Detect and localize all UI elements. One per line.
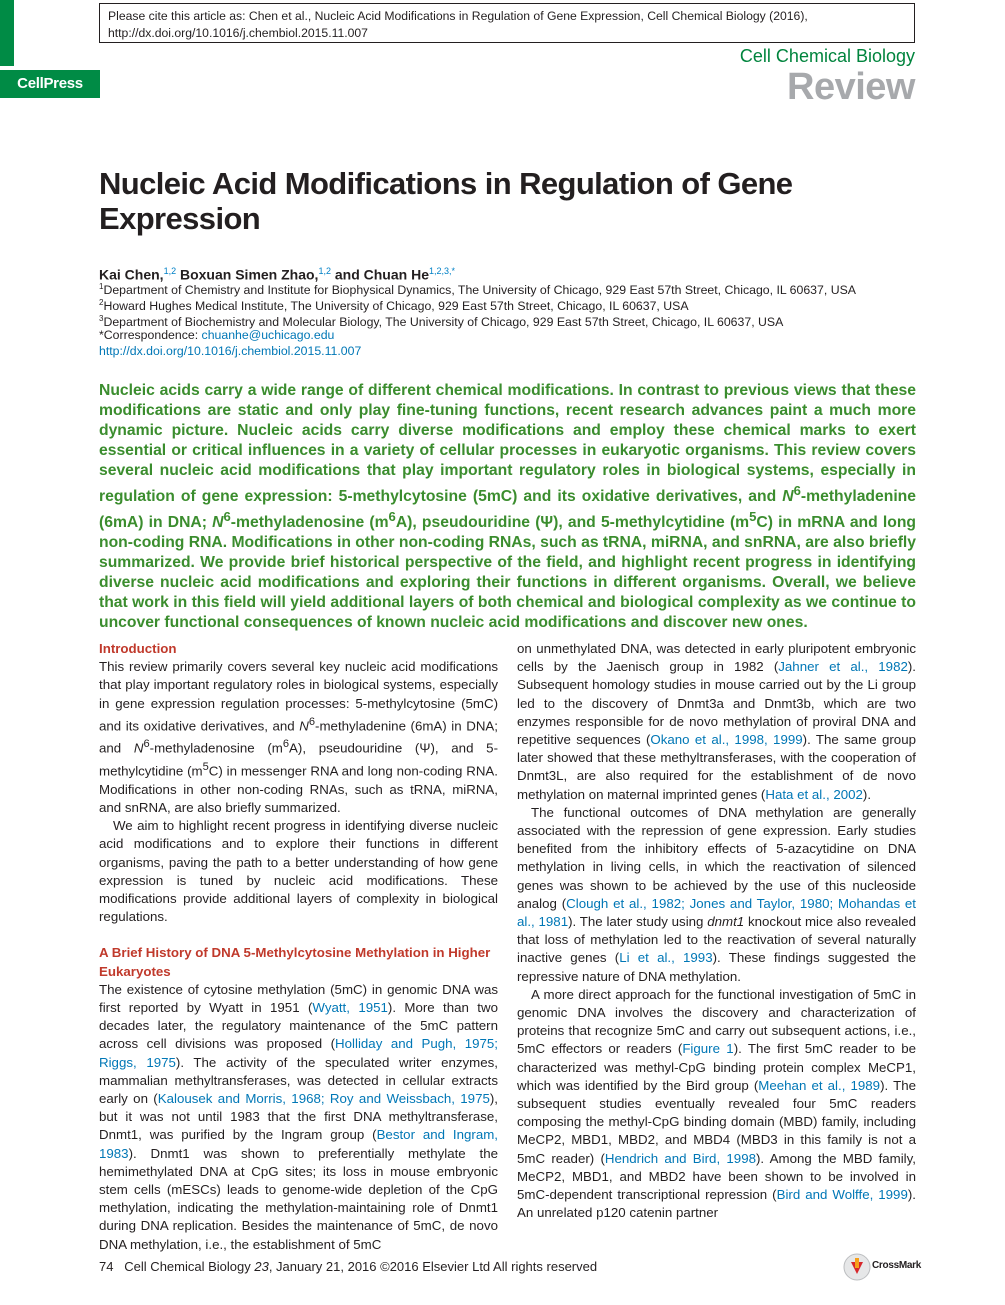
reference-link[interactable]: Hata et al., 2002 [765, 786, 863, 802]
publisher-color-bar [0, 0, 14, 66]
crossmark-icon [842, 1252, 872, 1282]
body-paragraph: This review primarily covers several key nucleic acid modifications that play important regulatory roles in biological systems, especially in gene expression regulation processes: 5-methylcytosine (5mC) and its oxidative derivatives, and $N^6$-methyladenine (6mA) in DNA; and $N^6$-methyladenosine $(m^6A)$, pseudouridine (Ψ), and 5-methylcytidine $(m^5C)$ in messenger RNA and long non-coding RNA. Modifications in other non-coding RNAs, such as tRNA, miRNA, and snRNA, are also briefly summarized. [99, 659, 498, 815]
reference-link[interactable]: Hendrich and Bird, 1998 [604, 1150, 756, 1166]
correspondence [99, 327, 334, 343]
reference-link[interactable]: Holliday and Pugh, 1975; Riggs, 1975 [99, 1036, 498, 1070]
reference-link[interactable]: Figure 1 [682, 1041, 734, 1057]
affiliation-1: $^1$Department of Chemistry and Institute for Biophysical Dynamics, The University of Chicago, 929 East 57th Street, Chicago, IL 60637, USA [99, 282, 856, 298]
reference-link[interactable]: Clough et al., 1982; Jones and Taylor, 1980; Mohandas et al., 1981 [517, 895, 916, 930]
cellpress-logo: CellPress [0, 70, 100, 98]
correspondence-email-link[interactable]: chuanhe@uchicago.edu [201, 328, 335, 342]
body-paragraph: on unmethylated DNA, was detected in early pluripotent embryonic cells by the Jaenisch group in 1982 (Jahner et al., 1982). Subsequent homology studies in mouse carried out by the Li group led to the discovery of Dnmt3a and Dnmt3b, which are two enzymes responsible for de novo methylation of proviral DNA and repetitive sequences (Okano et al., 1998, 1999). The same group later showed that these methyltransferases, with the cooperation of Dnmt3L, are also required for the establishment of de novo methylation on maternal imprinted genes (Hata et al., 2002). [517, 641, 916, 802]
body-paragraph: The functional outcomes of DNA methylation are generally associated with the repression of gene expression. Early studies benefited from the inhibitory effects of 5-azacytidine on DNA methylation in living cells, in which the reactivation of silenced genes was shown to be achieved by the use of this nucleoside analog (Clough et al., 1982; Jones and Taylor, 1980; Mohandas et al., 1981). The later study using dnmt1 knockout mice also revealed that loss of methylation led to the reactivation of several naturally inactive genes (Li et al., 1993). These findings suggested the repressive nature of DNA methylation. [517, 804, 917, 984]
reference-link[interactable]: Meehan et al., 1989 [758, 1077, 881, 1093]
article-title: Nucleic Acid Modifications in Regulation of Gene Expression [99, 166, 793, 236]
crossmark-label: CrossMark [872, 1260, 921, 1271]
reference-link[interactable]: Wyatt, 1951 [312, 999, 388, 1015]
section-heading: Introduction [99, 641, 177, 656]
affiliation-3: $^3$Department of Biochemistry and Molecular Biology, The University of Chicago, 929 East 57th Street, Chicago, IL 60637, USA [99, 314, 784, 330]
article-type-label: Review [787, 66, 915, 108]
body-paragraph: We aim to highlight recent progress in identifying diverse nucleic acid modifications and to explore their functions in different organisms, paving the path to a better understanding of how gene expression is tuned by nucleic acid modifications. These modifications provide additional layers of complexity in biological regulations. [99, 818, 498, 925]
affiliation-2: $^2$Howard Hughes Medical Institute, The University of Chicago, 929 East 57th Street, Chicago, IL 60637, USA [99, 298, 689, 314]
section-heading: A Brief History of DNA 5-Methylcytosine Methylation in Higher Eukaryotes [99, 945, 491, 979]
body-paragraph: A more direct approach for the functional investigation of 5mC in genomic DNA involves the discovery and characterization of proteins that recognize 5mC and carry out subsequent actions, i.e., 5mC effectors or readers (Figure 1). The first 5mC reader to be characterized was methyl-CpG binding protein complex MeCP1, which was identified by the Bird group (Meehan et al., 1989). The subsequent studies eventually revealed four 5mC readers composing the methyl-CpG binding domain (MBD) family, including MeCP2, MBD1, MBD2, and MBD4 (MBD3 in this family is not a 5mC reader) (Hendrich and Bird, 1998). Among the MBD family, MeCP2, MBD1, and MBD2 have been shown to be involved in 5mC-dependent transcriptional repression (Bird and Wolffe, 1999). An unrelated p120 catenin partner [517, 986, 917, 1221]
reference-link[interactable]: Li et al., 1993 [619, 950, 713, 966]
page-footer: 74 Cell Chemical Biology 23, January 21, 2016 ©2016 Elsevier Ltd All rights reserved [99, 1259, 598, 1274]
reference-link[interactable]: Bestor and Ingram, 1983 [99, 1127, 498, 1161]
reference-link[interactable]: Kalousek and Morris, 1968; Roy and Weissbach, 1975 [157, 1090, 490, 1106]
reference-link[interactable]: Jahner et al., 1982 [778, 659, 908, 675]
author-list: Kai Chen,$^{1,2}$ Boxuan Simen Zhao,$^{1,2}$ and Chuan $He^{1,2,3,*}$ [99, 266, 456, 283]
abstract: Nucleic acids carry a wide range of different chemical modifications. In contrast to previous views that these modifications are static and only play fine-tuning functions, recent research advances paint a much more dynamic picture. Nucleic acids carry diverse modifications and employ these chemical marks to exert essential or critical influences in a variety of cellular processes in eukaryotic organisms. This review covers several nucleic acid modifications that play important regulatory roles in biological systems, especially in regulation of gene expression: 5-methylcytosine (5mC) and its oxidative derivatives, and $N^6$-methyladenine (6mA) in DNA; $N^6$-methyladenosine $(m^6A)$, pseudouridine (Ψ), and 5-methylcytidine $(m^5C)$ in mRNA and long non-coding RNA. Modifications in other non-coding RNAs, such as tRNA, miRNA, and snRNA, are also briefly summarized. We provide brief historical perspective of the field, and highlight recent progress in identifying diverse nucleic acid modifications and exploring their functions in different organisms. Overall, we believe that work in this field will yield additional layers of both chemical and biological complexity as we continue to uncover functional consequences of known nucleic acid modifications and discover new ones. [99, 382, 917, 632]
correspondence-label: *Correspondence: [99, 328, 202, 342]
body-paragraph: The existence of cytosine methylation (5mC) in genomic DNA was first reported by Wyatt in 1951 (Wyatt, 1951). More than two decades later, the regulatory maintenance of the 5mC pattern across cell divisions was proposed (Holliday and Pugh, 1975; Riggs, 1975). The activity of the speculated writer enzymes, mammalian methyltransferases, was detected in cellular extracts early on (Kalousek and Morris, 1968; Roy and Weissbach, 1975), but it was not until 1983 that the first DNA methyltransferase, Dnmt1, was purified by the Ingram group (Bestor and Ingram, 1983). Dnmt1 was shown to preferentially methylate the hemimethylated DNA at CpG sites; its loss in mouse embryonic stem cells (mESCs) leads to genome-wide depletion of the CpG methylation, indicating the methylation-maintaining role of Dnmt1 during DNA replication. Besides the maintenance of 5mC, de novo DNA methylation, i.e., the establishment of 5mC [99, 981, 498, 1252]
citation-box: Please cite this article as: Chen et al., Nucleic Acid Modifications in Regulation of Gene Expression, Cell Chemical Biology (2016), http://dx.doi.org/10.1016/j.chembiol.2015.11.007 [99, 3, 915, 43]
reference-link[interactable]: Bird and Wolffe, 1999 [776, 1187, 908, 1203]
body-column-left [99, 640, 498, 1254]
journal-name: Cell Chemical Biology [739, 46, 915, 66]
doi-link[interactable]: http://dx.doi.org/10.1016/j.chembiol.2015.11.007 [99, 344, 362, 358]
reference-link[interactable]: Okano et al., 1998, 1999 [650, 732, 803, 748]
body-column-right [517, 640, 916, 1223]
